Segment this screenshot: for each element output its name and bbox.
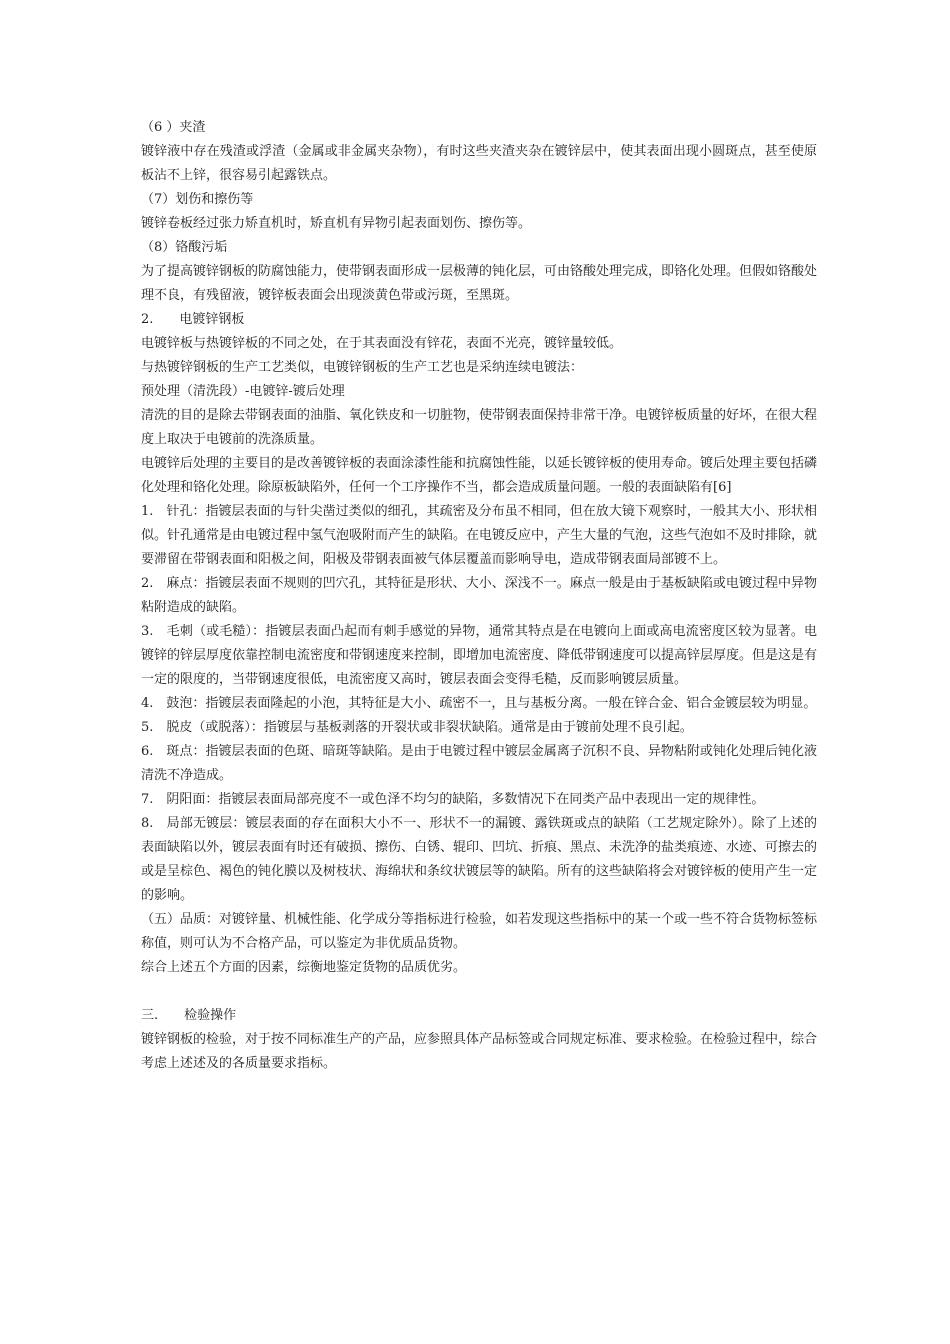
section-3-body: 镀锌钢板的检验，对于按不同标准生产的产品，应参照具体产品标签或合同规定标准、要求检验。在检验过程中，综合考虑上述述及的各质量要求指标。 (141, 1032, 818, 1071)
defect-item-bare-spots: 8. 局部无镀层：镀层表面的存在面积大小不一、形状不一的漏镀、露铁斑或点的缺陷（工艺规定除外）。除了上述的表面缺陷以外，镀层表面有时还有破损、擦伤、白锈、辊印、凹坑、折痕、黑点、未洗净的盐类痕迹、水迹、可擦去的或是呈棕色、褐色的钝化膜以及树枝状、海绵状和条纹状镀层等的缺陷。所有的这些缺陷将会对镀锌板的使用产生一定的影响。 (141, 816, 818, 903)
document-page (141, 116, 817, 1076)
subheading-8-chromate: （8）铬酸污垢 (141, 240, 228, 255)
defect-item-burr: 3. 毛刺（或毛糙）：指镀层表面凸起而有刺手感觉的异物，通常其特点是在电镀向上面或高电流密度区较为显著。电镀锌的锌层厚度依靠控制电流密度和带钢速度来控制，即增加电流密度、降低带钢速度可以提高锌层厚度。但是这是有一定的限度的，当带钢速度很低，电流密度又高时，镀层表面会变得毛糙，反而影响镀层质量。 (141, 624, 818, 687)
paragraph-electro-intro: 电镀锌板与热镀锌板的不同之处，在于其表面没有锌花，表面不光亮，镀锌量较低。 (141, 336, 623, 351)
paragraph-scratches: 镀锌卷板经过张力矫直机时，矫直机有异物引起表面划伤、擦伤等。 (141, 216, 532, 231)
defect-item-pitting: 2. 麻点：指镀层表面不规则的凹穴孔，其特征是形状、大小、深浅不一。麻点一般是由于基板缺陷或电镀过程中异物粘附造成的缺陷。 (141, 576, 817, 615)
defect-item-peeling: 5. 脱皮（或脱落）：指镀层与基板剥落的开裂状或非裂状缺陷。通常是由于镀前处理不良引起。 (141, 720, 693, 735)
paragraph-slag: 镀锌液中存在残渣或浮渣（金属或非金属夹杂物），有时这些夹渣夹杂在镀锌层中，使其表面出现小圆斑点，甚至使原板沾不上锌，很容易引起露铁点。 (141, 144, 817, 183)
section-3-heading: 三. 检验操作 (141, 1008, 237, 1023)
defect-item-uneven-shade: 7. 阴阳面：指镀层表面局部亮度不一或色泽不均匀的缺陷，多数情况下在同类产品中表现出一定的规律性。 (141, 792, 765, 807)
paragraph-summary: 综合上述五个方面的因素，综衡地鉴定货物的品质优劣。 (141, 960, 467, 975)
paragraph-process-steps: 预处理（清洗段）-电镀锌-镀后处理 (141, 384, 345, 399)
paragraph-chromate: 为了提高镀锌钢板的防腐蚀能力，使带钢表面形成一层极薄的钝化层，可由铬酸处理完成，即铬化处理。但假如铬酸处理不良，有残留液，镀锌板表面会出现淡黄色带或污斑，至黑斑。 (141, 264, 818, 303)
defect-item-spots: 6. 斑点：指镀层表面的色斑、暗斑等缺陷。是由于电镀过程中镀层金属离子沉积不良、异物粘附或钝化处理后钝化液清洗不净造成。 (141, 744, 817, 783)
paragraph-process-similar: 与热镀锌钢板的生产工艺类似，电镀锌钢板的生产工艺也是采纳连续电镀法： (141, 360, 584, 375)
paragraph-cleaning: 清洗的目的是除去带钢表面的油脂、氧化铁皮和一切脏物，使带钢表面保持非常干净。电镀锌板质量的好坏，在很大程度上取决于电镀前的洗涤质量。 (141, 408, 818, 447)
subheading-7-scratches: （7）划伤和擦伤等 (141, 192, 254, 207)
paragraph-post-treatment: 电镀锌后处理的主要目的是改善镀锌板的表面涂漆性能和抗腐蚀性能，以延长镀锌板的使用寿命。镀后处理主要包括磷化处理和铬化处理。除原板缺陷外，任何一个工序操作不当，都会造成质量问题。一般的表面缺陷有[6] (141, 456, 818, 495)
defect-item-pinhole: 1. 针孔：指镀层表面的与针尖凿过类似的细孔，其疏密及分布虽不相同，但在放大镜下观察时，一般其大小、形状相似。针孔通常是由电镀过程中氢气泡吸附而产生的缺陷。在电镀反应中，产生大量的气泡，这些气泡如不及时排除，就要滞留在带钢表面和阳极之间，阳极及带钢表面被气体层覆盖而影响导电，造成带钢表面局部镀不上。 (141, 504, 818, 567)
blank-line (141, 980, 817, 1004)
heading-electro-galvanized: 2. 电镀锌钢板 (141, 312, 245, 327)
defect-item-blister: 4. 鼓泡：指镀层表面隆起的小泡，其特征是大小、疏密不一，且与基板分离。一般在锌合金、铝合金镀层较为明显。 (141, 696, 817, 711)
subheading-6-slag: （6 ）夹渣 (141, 120, 206, 135)
paragraph-quality: （五）品质：对镀锌量、机械性能、化学成分等指标进行检验，如若发现这些指标中的某一个或一些不符合货物标签标称值，则可认为不合格产品，可以鉴定为非优质品货物。 (141, 912, 818, 951)
